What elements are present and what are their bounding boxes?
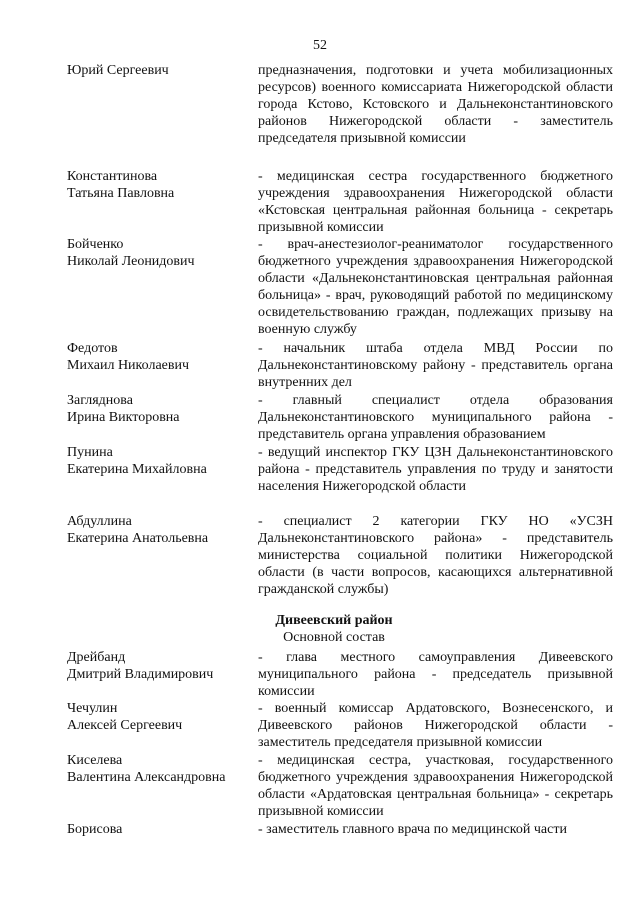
member-name: Федотов Михаил Николаевич xyxy=(67,341,190,373)
district-subtitle: Основной состав xyxy=(283,630,385,645)
member-role: - начальник штаба отдела МВД России по Дальнеконстантиновскому району - представитель органа внутренних дел xyxy=(258,341,613,391)
member-name: Юрий Сергеевич xyxy=(67,63,169,78)
district-title: Дивеевский район xyxy=(275,613,393,628)
member-role: - ведущий инспектор ГКУ ЦЗН Дальнеконстантиновского района - представитель управления по труду и занятости населения Нижегородской области xyxy=(258,445,613,495)
member-role: - врач-анестезиолог-реаниматолог государственного бюджетного учреждения здравоохранения Нижегородской области «Дальнеконстантиновская центральная районная больница» - врач, руководящий работой по медицинскому освидетельствованию граждан, подлежащих призыву на военную службу xyxy=(258,237,613,338)
member-role: - медицинская сестра, участковая, государственного бюджетного учреждения здравоохранения Нижегородской области «Ардатовская центральная больница» - секретарь призывной комиссии xyxy=(258,753,613,820)
member-name: Абдуллина Екатерина Анатольевна xyxy=(67,514,209,546)
member-name: Киселева Валентина Александровна xyxy=(67,753,226,785)
page-number: 52 xyxy=(313,38,327,53)
member-name: Загляднова Ирина Викторовна xyxy=(67,393,180,425)
member-name: Бойченко Николай Леонидович xyxy=(67,237,195,269)
member-name: Дрейбанд Дмитрий Владимирович xyxy=(67,650,214,682)
member-role: предназначения, подготовки и учета мобилизационных ресурсов) военного комиссариата Нижегородской области города Кстово, Кстовского и Дальнеконстантиновского районов Нижегородской области - заместитель председателя призывной комиссии xyxy=(258,63,613,147)
member-role: - специалист 2 категории ГКУ НО «УСЗН Дальнеконстантиновского района» - представитель министерства социальной политики Нижегородской области (в части вопросов, касающихся альтернативной гражданской службы) xyxy=(258,514,613,598)
member-role: - медицинская сестра государственного бюджетного учреждения здравоохранения Нижегородской области «Кстовская центральная районная больница - секретарь призывной комиссии xyxy=(258,169,613,236)
member-name: Борисова xyxy=(67,822,123,837)
member-name: Чечулин Алексей Сергеевич xyxy=(67,701,183,733)
member-name: Константинова Татьяна Павловна xyxy=(67,169,175,201)
member-role: - глава местного самоуправления Дивеевского муниципального района - председатель призывной комиссии xyxy=(258,650,613,700)
member-role: - главный специалист отдела образования Дальнеконстантиновского муниципального района - представитель органа управления образованием xyxy=(258,393,613,443)
member-role: - военный комиссар Ардатовского, Вознесенского, и Дивеевского районов Нижегородской области - заместитель председателя призывной комиссии xyxy=(258,701,613,751)
member-role: - заместитель главного врача по медицинской части xyxy=(258,822,567,837)
member-name: Пунина Екатерина Михайловна xyxy=(67,445,207,477)
